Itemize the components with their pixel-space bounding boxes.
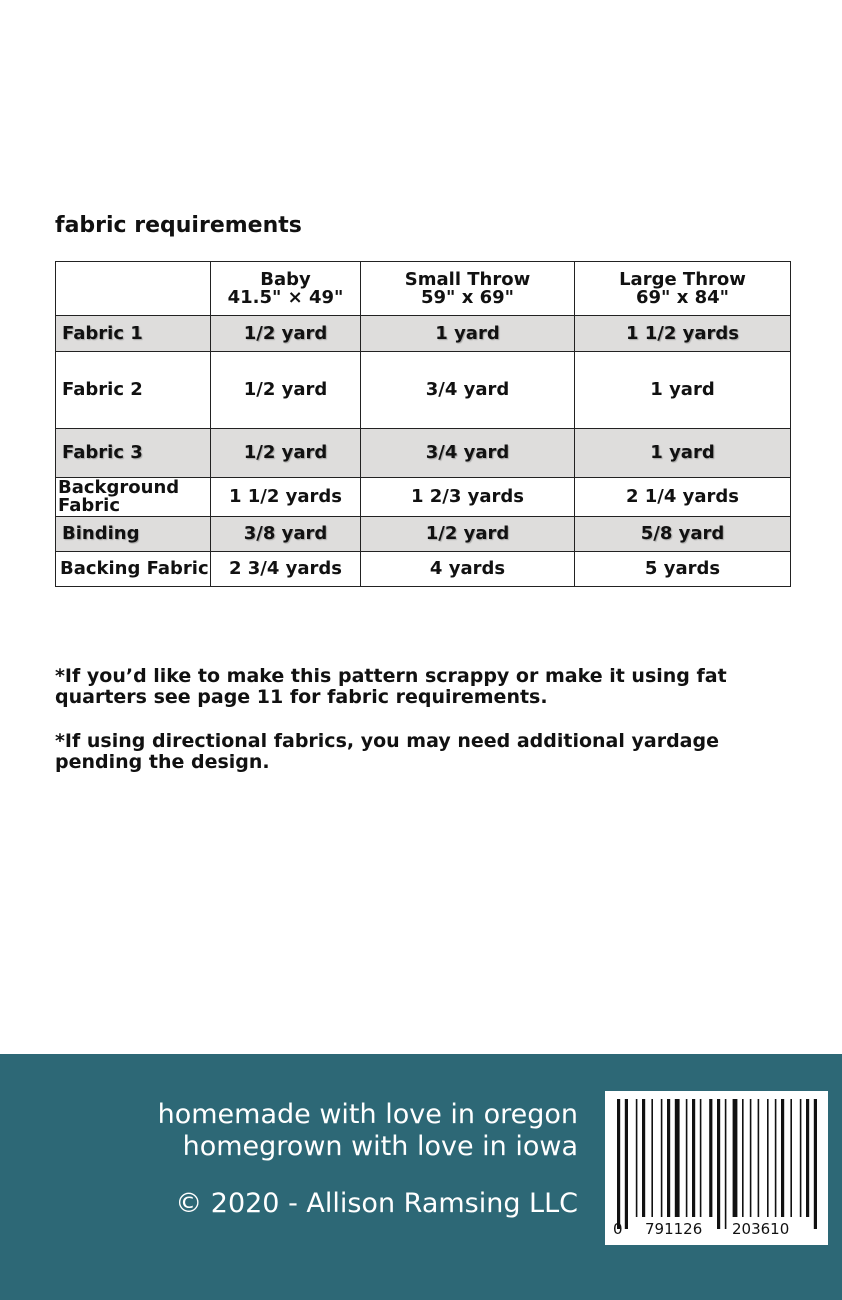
section-title: fabric requirements — [55, 213, 302, 238]
table-row-fabric-3 — [56, 429, 791, 478]
table-cell: 1 yard — [361, 316, 575, 352]
table-cell: 1 yard — [575, 352, 791, 429]
table-cell: 1 2/3 yards — [361, 478, 575, 517]
row-label: Fabric 1 — [56, 316, 211, 352]
barcode-digits-left: 791126 — [645, 1220, 703, 1238]
row-label: Binding — [56, 517, 211, 552]
table-cell: 2 3/4 yards — [211, 552, 361, 587]
directional-fabric-note: *If using directional fabrics, you may need additional yardage pending the design. — [55, 730, 719, 773]
table-row-fabric-1 — [56, 316, 791, 352]
copyright-text: © 2020 - Allison Ramsing LLC — [175, 1188, 578, 1219]
table-row-binding — [56, 517, 791, 552]
row-label: Background Fabric — [56, 478, 211, 517]
header-empty-cell — [56, 262, 211, 316]
table-cell: 5/8 yard — [575, 517, 791, 552]
table-cell: 1 1/2 yards — [575, 316, 791, 352]
table-cell: 5 yards — [575, 552, 791, 587]
row-label: Fabric 2 — [56, 352, 211, 429]
barcode-digits-right: 203610 — [732, 1220, 790, 1238]
table-row-backing-fabric — [56, 552, 791, 587]
row-label: Backing Fabric — [56, 552, 211, 587]
tagline-oregon: homemade with love in oregon — [157, 1099, 578, 1130]
row-label: Fabric 3 — [56, 429, 211, 478]
table-header-row — [56, 262, 791, 316]
table-cell: 4 yards — [361, 552, 575, 587]
header-small-throw: Small Throw 59" x 69" — [361, 262, 575, 316]
table-cell: 1/2 yard — [211, 316, 361, 352]
barcode-bars-icon — [605, 1091, 828, 1245]
table-cell: 1/2 yard — [211, 352, 361, 429]
table-cell: 3/4 yard — [361, 352, 575, 429]
table-cell: 3/8 yard — [211, 517, 361, 552]
barcode — [605, 1091, 828, 1245]
table-row-background-fabric — [56, 478, 791, 517]
table-cell: 1 1/2 yards — [211, 478, 361, 517]
table-cell: 3/4 yard — [361, 429, 575, 478]
table-cell: 1/2 yard — [211, 429, 361, 478]
table-cell: 1/2 yard — [361, 517, 575, 552]
scrappy-note: *If you’d like to make this pattern scrappy or make it using fat quarters see page 11 for fabric requirements. — [55, 665, 727, 708]
fabric-requirements-table — [55, 261, 791, 587]
barcode-digit-first: 0 — [613, 1220, 623, 1238]
table-row-fabric-2 — [56, 352, 791, 429]
tagline-iowa: homegrown with love in iowa — [182, 1131, 578, 1162]
table-cell: 2 1/4 yards — [575, 478, 791, 517]
header-baby: Baby 41.5" × 49" — [211, 262, 361, 316]
header-large-throw: Large Throw 69" x 84" — [575, 262, 791, 316]
table-cell: 1 yard — [575, 429, 791, 478]
